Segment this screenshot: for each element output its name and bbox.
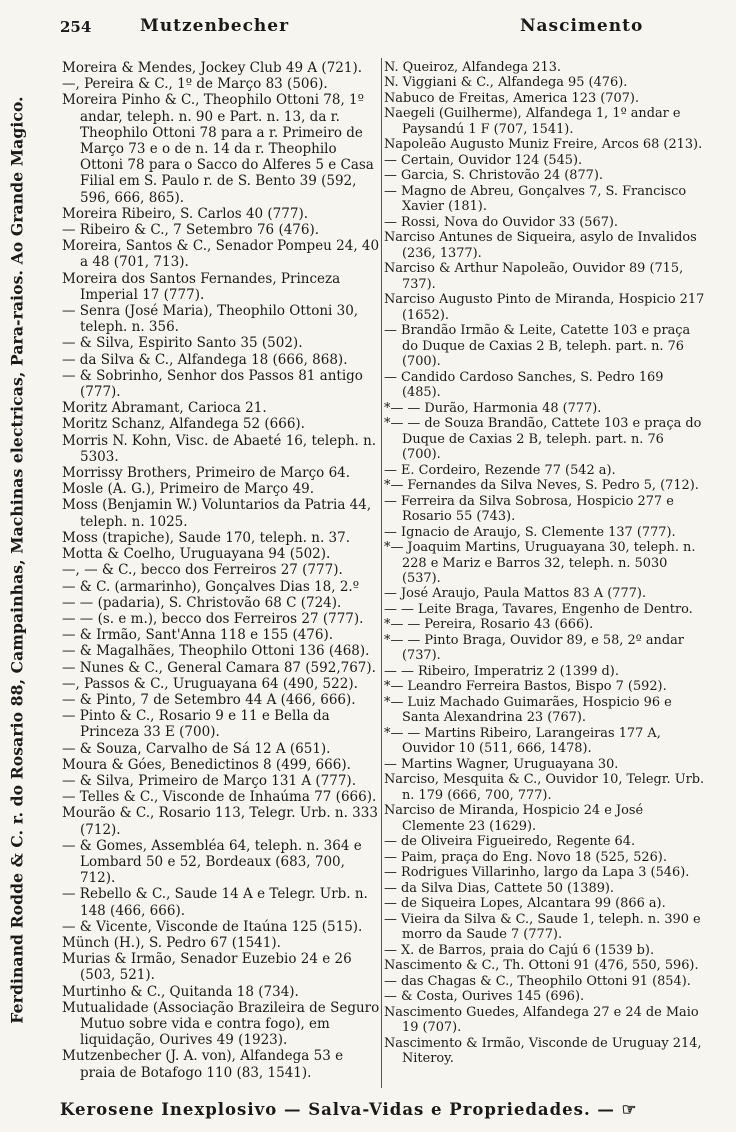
directory-entry: — da Silva & C., Alfandega 18 (666, 868). [62, 351, 348, 368]
directory-entry: *— Joaquim Martins, Uruguayana 30, teleph. n. 228 e Mariz e Barros 32, teleph. n. 5030 (537). [384, 540, 696, 586]
directory-entry: N. Queiroz, Alfandega 213. [384, 60, 561, 75]
directory-entry: — Rebello & C., Saude 14 A e Telegr. Urb. n. 148 (466, 666). [62, 886, 368, 919]
directory-entry: Narciso de Miranda, Hospicio 24 e José Clemente 23 (1629). [384, 803, 644, 834]
directory-entry: Morris N. Kohn, Visc. de Abaeté 16, teleph. n. 5303. [62, 432, 377, 465]
side-advertisement-text: Ferdinand Rodde & C. r. do Rosario 88, Campainhas, Machinas electricas, Para-raios. Ao Grande Magico. [7, 96, 27, 1024]
directory-entry: — & C. (armarinho), Gonçalves Dias 18, 2.º [62, 578, 360, 595]
directory-entry: — & Silva, Primeiro de Março 131 A (777). [62, 772, 356, 789]
directory-entry: *— — Pinto Braga, Ouvidor 89, e 58, 2º andar (737). [384, 632, 684, 664]
directory-entry: — Nunes & C., General Camara 87 (592,767). [62, 659, 376, 676]
directory-entry: *— Fernandes da Silva Neves, S. Pedro 5, (712). [384, 478, 699, 494]
directory-entry: Murias & Irmão, Senador Euzebio 24 e 26 (503, 521). [62, 951, 352, 984]
left-column [62, 60, 382, 1090]
directory-entry: — X. de Barros, praia do Cajú 6 (1539 b). [384, 942, 655, 958]
directory-entry: Münch (H.), S. Pedro 67 (1541). [62, 934, 281, 951]
directory-entry: *— — Durão, Harmonia 48 (777). [384, 400, 602, 416]
directory-entry: Moreira Ribeiro, S. Carlos 40 (777). [62, 205, 309, 222]
directory-entry: Mourão & C., Rosario 113, Telegr. Urb. n. 333 (712). [62, 805, 378, 838]
directory-entry: Mutualidade (Associação Brazileira de Seguro Mutuo sobre vida e contra fogo), em liquidação, Ourives 49 (1923). [62, 999, 380, 1049]
directory-entry: — & Sobrinho, Senhor dos Passos 81 antigo (777). [62, 367, 363, 401]
directory-entry: Narciso & Arthur Napoleão, Ouvidor 89 (715, 737). [384, 261, 684, 292]
directory-entry: Narciso, Mesquita & C., Ouvidor 10, Telegr. Urb. n. 179 (666, 700, 777). [384, 772, 705, 803]
directory-entry: — Candido Cardoso Sanches, S. Pedro 169 (485). [384, 369, 664, 401]
directory-entry: — Rodrigues Villarinho, largo da Lapa 3 (546). [384, 865, 690, 881]
directory-entry: — Pinto & C., Rosario 9 e 11 e Bella da Princeza 33 E (700). [62, 708, 330, 741]
directory-entry: — & Souza, Carvalho de Sá 12 A (651). [62, 740, 331, 757]
directory-entry: Narciso Augusto Pinto de Miranda, Hospicio 217 (1652). [384, 292, 705, 323]
directory-entry: — & Magalhães, Theophilo Ottoni 136 (468). [62, 643, 370, 660]
running-head-left: Mutzenbecher [140, 16, 290, 36]
directory-entry: — das Chagas & C., Theophilo Ottoni 91 (854). [384, 973, 691, 989]
directory-entry: — Martins Wagner, Uruguayana 30. [384, 756, 619, 772]
directory-entry: — & Pinto, 7 de Setembro 44 A (466, 666). [62, 691, 356, 708]
directory-entry: Nascimento & Irmão, Visconde de Uruguay 214, Niteroy. [384, 1035, 702, 1066]
directory-entry: — Brandão Irmão & Leite, Catette 103 e praça do Duque de Caxias 2 B, teleph. part. n. 76 (700). [384, 323, 691, 370]
directory-entry: Moritz Abramant, Carioca 21. [62, 400, 267, 417]
directory-entry: Moreira, Santos & C., Senador Pompeu 24, 40 a 48 (701, 713). [62, 238, 380, 271]
directory-entry: Moss (trapiche), Saude 170, teleph. n. 37. [62, 529, 350, 546]
directory-entry: — Telles & C., Visconde de Inhaúma 77 (666). [62, 789, 377, 806]
directory-entry: —, Passos & C., Uruguayana 64 (490, 522). [62, 675, 358, 692]
directory-entry: — & Costa, Ourives 145 (696). [384, 989, 585, 1005]
directory-entry: *— — Martins Ribeiro, Larangeiras 177 A, Ouvidor 10 (511, 666, 1478). [384, 725, 661, 757]
directory-entry: N. Viggiani & C., Alfandega 95 (476). [384, 75, 628, 91]
directory-entry: —, — & C., becco dos Ferreiros 27 (777). [62, 562, 343, 579]
directory-entry: Moreira dos Santos Fernandes, Princeza Imperial 17 (777). [62, 270, 341, 303]
directory-entry: — — Leite Braga, Tavares, Engenho de Dentro. [384, 601, 693, 617]
directory-entry: — da Silva Dias, Cattete 50 (1389). [384, 880, 615, 896]
right-column [384, 60, 706, 1090]
directory-entry: Moreira Pinho & C., Theophilo Ottoni 78, 1º andar, teleph. n. 90 e Part. n. 13, da r. Theophilo Ottoni 78 para a r. Primeiro de Março 73 e o de n. 14 da r. Theophilo Ottoni 78 para o Sacco do Alferes 5 e Casa Filial em S. Paulo r. de S. Bento 39 (592, 596, 666, 865). [62, 92, 374, 206]
directory-entry: — Magno de Abreu, Gonçalves 7, S. Francisco Xavier (181). [384, 183, 687, 215]
page-number: 254 [60, 18, 92, 36]
directory-entry: Nascimento Guedes, Alfandega 27 e 24 de Maio 19 (707). [384, 1004, 699, 1036]
directory-entry: Mosle (A. G.), Primeiro de Março 49. [62, 481, 315, 498]
directory-entry: Moritz Schanz, Alfandega 52 (666). [62, 416, 305, 433]
directory-entry: Motta & Coelho, Uruguayana 94 (502). [62, 546, 331, 563]
directory-entry: — José Araujo, Paula Mattos 83 A (777). [384, 586, 647, 602]
directory-entry: — & Irmão, Sant'Anna 118 e 155 (476). [62, 627, 334, 644]
directory-entry: — de Oliveira Figueiredo, Regente 64. [384, 834, 636, 850]
directory-entry: *— — Pereira, Rosario 43 (666). [384, 617, 594, 633]
directory-entry: Nabuco de Freitas, America 123 (707). [384, 90, 640, 106]
directory-entry: — & Silva, Espirito Santo 35 (502). [62, 335, 303, 352]
directory-entry: Moreira & Mendes, Jockey Club 49 A (721). [62, 60, 363, 76]
directory-entry: Mutzenbecher (J. A. von), Alfandega 53 e praia de Botafogo 110 (83, 1541). [62, 1048, 344, 1081]
directory-entry: — Ferreira da Silva Sobrosa, Hospicio 277 e Rosario 55 (743). [384, 493, 674, 525]
directory-entry: *— Leandro Ferreira Bastos, Bispo 7 (592). [384, 679, 667, 695]
directory-entry: — — Ribeiro, Imperatriz 2 (1399 d). [384, 663, 619, 679]
directory-entry: *— — de Souza Brandão, Cattete 103 e praça do Duque de Caxias 2 B, teleph. part. n. 76 (700). [384, 416, 702, 463]
directory-entry: — E. Cordeiro, Rezende 77 (542 a). [384, 462, 616, 478]
directory-entry: — Certain, Ouvidor 124 (545). [384, 152, 583, 168]
directory-entry: — & Vicente, Visconde de Itaúna 125 (515). [62, 918, 363, 935]
directory-entry: Napoleão Augusto Muniz Freire, Arcos 68 (213). [384, 137, 703, 153]
directory-entry: — Ribeiro & C., 7 Setembro 76 (476). [62, 222, 320, 239]
directory-entry: — — (s. e m.), becco dos Ferreiros 27 (777). [62, 610, 364, 627]
directory-entry: —, Pereira & C., 1º de Março 83 (506). [62, 76, 328, 93]
directory-entry: — & Gomes, Assembléa 64, teleph. n. 364 e Lombard 50 e 52, Bordeaux (683, 700, 712). [62, 837, 362, 887]
directory-entry: — Rossi, Nova do Ouvidor 33 (567). [384, 214, 619, 230]
directory-entry: — Garcia, S. Christovão 24 (877). [384, 168, 604, 184]
directory-entry: — Ignacio de Araujo, S. Clemente 137 (777). [384, 524, 676, 540]
directory-entry: — Vieira da Silva & C., Saude 1, teleph. n. 390 e morro da Saude 7 (777). [384, 911, 701, 943]
directory-entry: — de Siqueira Lopes, Alcantara 99 (866 a). [384, 896, 666, 912]
directory-entry: Naegeli (Guilherme), Alfandega 1, 1º andar e Paysandú 1 F (707, 1541). [384, 106, 681, 137]
directory-entry: — Senra (José Maria), Theophilo Ottoni 30, teleph. n. 356. [62, 303, 359, 336]
directory-entry: Murtinho & C., Quitanda 18 (734). [62, 983, 299, 1000]
footer-advertisement: Kerosene Inexplosivo — Salva-Vidas e Propriedades. — ☞ [60, 1100, 638, 1119]
directory-entry: Morrissy Brothers, Primeiro de Março 64. [62, 465, 351, 482]
directory-entry: Moura & Góes, Benedictinos 8 (499, 666). [62, 756, 351, 773]
directory-entry: Narciso Antunes de Siqueira, asylo de Invalidos (236, 1377). [384, 230, 697, 261]
page-header [60, 14, 660, 40]
running-head-right: Nascimento [520, 16, 644, 36]
directory-entry: Nascimento & C., Th. Ottoni 91 (476, 550, 596). [384, 958, 699, 974]
directory-entry: Moss (Benjamin W.) Voluntarios da Patria 44, teleph. n. 1025. [62, 497, 372, 530]
directory-entry: — Paim, praça do Eng. Novo 18 (525, 526). [384, 849, 667, 865]
side-advertisement [2, 40, 32, 1080]
directory-entry: — — (padaria), S. Christovão 68 C (724). [62, 594, 342, 611]
directory-entry: *— Luiz Machado Guimarães, Hospicio 96 e Santa Alexandrina 23 (767). [384, 694, 672, 726]
